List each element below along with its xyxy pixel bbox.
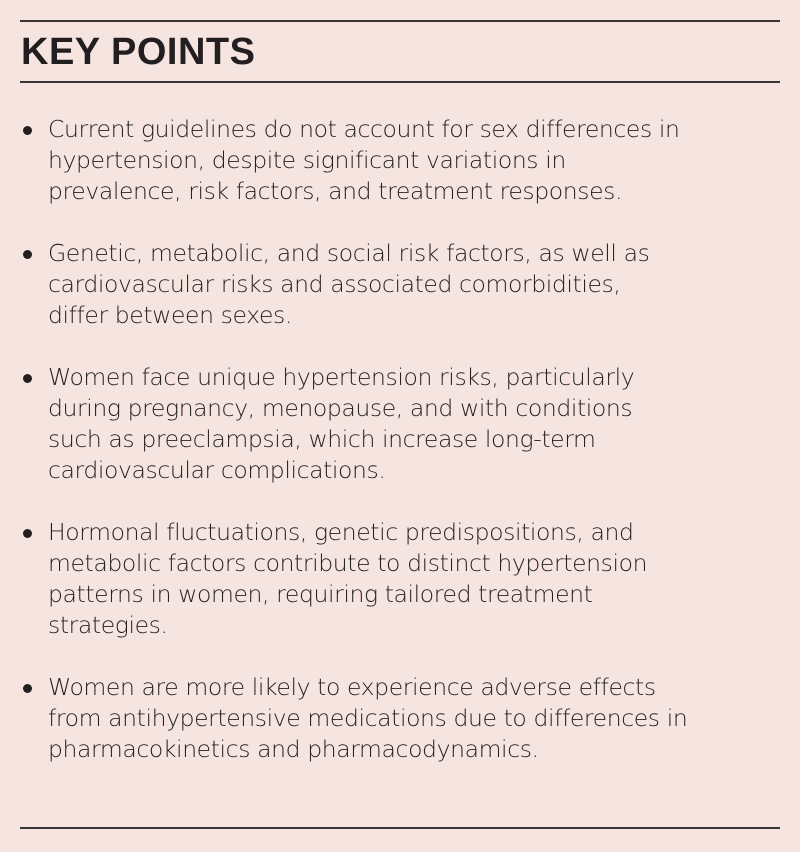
text-line: cardiovascular complications. [48,456,386,484]
bottom-rule [20,827,780,829]
text-line: differ between sexes. [48,301,292,329]
text-line: Women face unique hypertension risks, particularly [48,363,635,391]
text-line: patterns in women, requiring tailored treatment [48,580,593,608]
bullet-icon [23,374,32,383]
text-line: Hormonal fluctuations, genetic predispositions, and [48,518,634,546]
bullet-icon [23,684,32,693]
text-line: metabolic factors contribute to distinct hypertension [48,549,648,577]
list-item [20,114,790,207]
text-line: during pregnancy, menopause, and with conditions [48,394,633,422]
list-item [20,517,790,641]
bullet-icon [23,529,32,538]
text-line: Genetic, metabolic, and social risk factors, as well as [48,239,650,267]
text-line: from antihypertensive medications due to differences in [48,704,688,732]
text-line: prevalence, risk factors, and treatment responses. [48,177,623,205]
text-line: strategies. [48,611,168,639]
text-line: Women are more likely to experience adverse effects [48,673,656,701]
list-item [20,362,790,486]
text-line: such as preeclampsia, which increase long-term [48,425,596,453]
text-line: pharmacokinetics and pharmacodynamics. [48,735,539,763]
text-line: hypertension, despite significant variations in [48,146,566,174]
key-points-list [20,114,790,796]
text-line: Current guidelines do not account for sex differences in [48,115,680,143]
title-rule [20,81,780,83]
list-item [20,672,790,765]
list-item [20,238,790,331]
bullet-icon [23,250,32,259]
bullet-icon [23,126,32,135]
box-title: KEY POINTS [21,31,256,73]
text-line: cardiovascular risks and associated comorbidities, [48,270,621,298]
top-rule [20,20,780,22]
